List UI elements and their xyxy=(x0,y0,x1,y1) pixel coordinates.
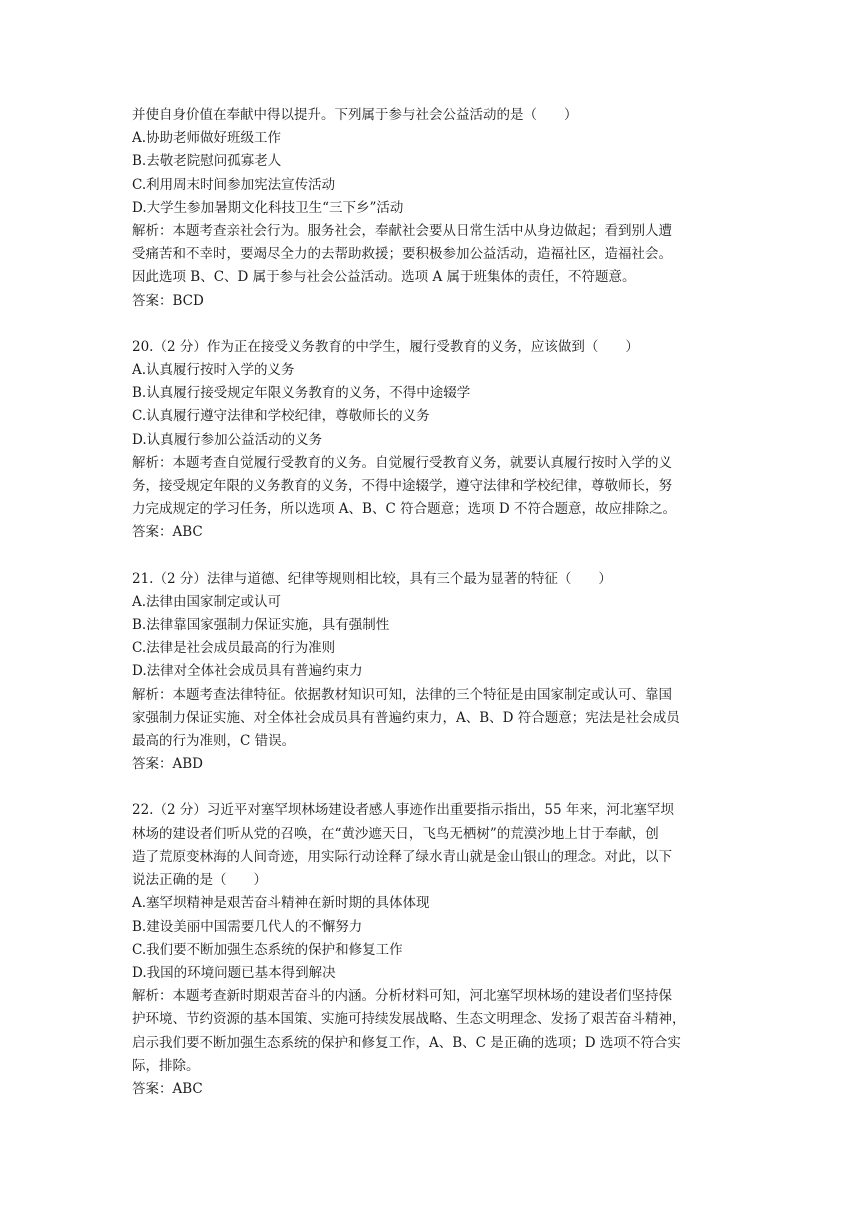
analysis-line: 家强制力保证实施、对全体社会成员具有普遍约束力，A、B、D 符合题意；宪法是社会成员 xyxy=(132,709,680,726)
analysis-line: 受痛苦和不幸时，要竭尽全力的去帮助救援；要积极参加公益活动，造福社区，造福社会。 xyxy=(132,246,672,263)
option-b: B.建设美丽中国需要几代人的不懈努力 xyxy=(132,918,363,935)
question-21 xyxy=(132,568,742,777)
answer-line: 答案：ABC xyxy=(132,1080,203,1097)
option-c: C.法律是社会成员最高的行为准则 xyxy=(132,640,336,657)
option-d: D.我国的环境问题已基本得到解决 xyxy=(132,964,336,981)
question-stem: 22.（2 分）习近平对塞罕坝林场建设者感人事迹作出重要指示指出，55 年来，河北塞罕坝 xyxy=(132,802,674,819)
option-b: B.认真履行接受规定年限义务教育的义务，不得中途辍学 xyxy=(132,385,471,402)
option-b: B.去敬老院慰问孤寡老人 xyxy=(132,153,282,170)
analysis-line: 护环境、节约资源的基本国策、实施可持续发展战略、生态文明理念、发扬了艰苦奋斗精神， xyxy=(132,1011,686,1028)
option-c: C.认真履行遵守法律和学校纪律，尊敬师长的义务 xyxy=(132,408,430,425)
option-a: A.塞罕坝精神是艰苦奋斗精神在新时期的具体体现 xyxy=(132,895,430,912)
option-a: A.法律由国家制定或认可 xyxy=(132,593,282,610)
option-c: C.利用周末时间参加宪法宣传活动 xyxy=(132,176,336,193)
option-a: A.协助老师做好班级工作 xyxy=(132,130,282,147)
document-page xyxy=(132,104,742,1124)
answer-line: 答案：ABD xyxy=(132,756,203,773)
option-d: D.认真履行参加公益活动的义务 xyxy=(132,431,323,448)
question-stem: 造了荒原变林海的人间奇迹，用实际行动诠释了绿水青山就是金山银山的理念。对此，以下 xyxy=(132,848,672,865)
option-a: A.认真履行按时入学的义务 xyxy=(132,362,295,379)
analysis-line: 因此选项 B、C、D 属于参与社会公益活动。选项 A 属于班集体的责任，不符题意。 xyxy=(132,269,636,286)
answer-line: 答案：ABC xyxy=(132,524,203,541)
question-stem: 20.（2 分）作为正在接受义务教育的中学生，履行受教育的义务，应该做到（ ） xyxy=(132,338,639,355)
analysis-line: 解析：本题考查新时期艰苦奋斗的内涵。分析材料可知，河北塞罕坝林场的建设者们坚持保 xyxy=(132,988,672,1005)
analysis-line: 解析：本题考查亲社会行为。服务社会，奉献社会要从日常生活中从身边做起；看到别人遭 xyxy=(132,223,672,240)
analysis-line: 务，接受规定年限的义务教育的义务，不得中途辍学，遵守法律和学校纪律，尊敬师长，努 xyxy=(132,478,672,495)
analysis-line: 际，排除。 xyxy=(132,1057,200,1074)
option-d: D.法律对全体社会成员具有普遍约束力 xyxy=(132,663,363,680)
option-b: B.法律靠国家强制力保证实施，具有强制性 xyxy=(132,617,390,634)
question-stem: 林场的建设者们听从党的召唤，在“黄沙遮天日，飞鸟无栖树”的荒漠沙地上甘于奉献，创 xyxy=(132,825,659,842)
question-stem: 并使自身价值在奉献中得以提升。下列属于参与社会公益活动的是（ ） xyxy=(132,107,578,123)
option-c: C.我们要不断加强生态系统的保护和修复工作 xyxy=(132,941,403,958)
analysis-line: 解析：本题考查法律特征。依据教材知识可知，法律的三个特征是由国家制定或认可、靠国 xyxy=(132,686,672,703)
analysis-line: 最高的行为准则，C 错误。 xyxy=(132,733,296,750)
analysis-line: 力完成规定的学习任务，所以选项 A、B、C 符合题意；选项 D 不符合题意，故应排除之。 xyxy=(132,501,676,518)
analysis-line: 解析：本题考查自觉履行受教育的义务。自觉履行受教育义务，就要认真履行按时入学的义 xyxy=(132,454,672,471)
answer-line: 答案：BCD xyxy=(132,292,204,309)
question-22 xyxy=(132,799,742,1101)
analysis-line: 启示我们要不断加强生态系统的保护和修复工作，A、B、C 是正确的选项；D 选项不符合实 xyxy=(132,1034,681,1051)
question-20 xyxy=(132,336,742,545)
question-stem: 说法正确的是（ ） xyxy=(132,872,267,889)
question-stem: 21.（2 分）法律与道德、纪律等规则相比较，具有三个最为显著的特征（ ） xyxy=(132,570,612,587)
option-d: D.大学生参加暑期文化科技卫生“三下乡”活动 xyxy=(132,199,404,216)
question-19-continued xyxy=(132,104,742,313)
